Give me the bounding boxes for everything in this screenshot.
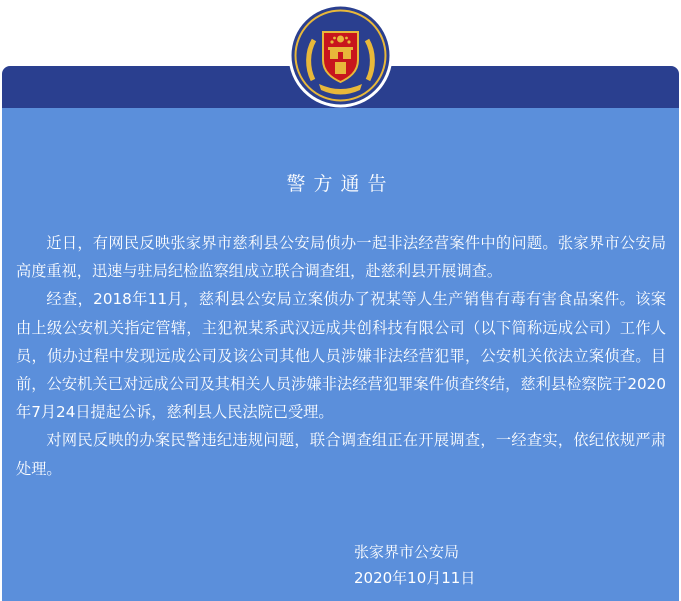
- notice-body: [16, 229, 666, 483]
- notice-paragraph: 经查，2018年11月，慈利县公安局立案侦办了祝某等人生产销售有毒有害食品案件。该案由上级公安机关指定管辖，主犯祝某系武汉远成共创科技有限公司（以下简称远成公司）工作人员，侦办过程中发现远成公司及该公司其他人员涉嫌非法经营犯罪，公安机关依法立案侦查。目前，公安机关已对远成公司及其相关人员涉嫌非法经营犯罪案件侦查终结，慈利县检察院于2020年7月24日提起公诉，慈利县人民法院已受理。: [16, 290, 666, 422]
- signature-organization: 张家界市公安局: [354, 543, 460, 561]
- notice-paragraph: 对网民反映的办案民警违纪违规问题，联合调查组正在开展调查，一经查实，依纪依规严肃处理。: [16, 431, 666, 478]
- police-emblem-icon: [287, 2, 394, 109]
- signature-date: 2020年10月11日: [354, 569, 476, 587]
- notice-paragraph: 近日，有网民反映张家界市慈利县公安局侦办一起非法经营案件中的问题。张家界市公安局高度重视，迅速与驻局纪检监察组成立联合调查组，赴慈利县开展调查。: [16, 234, 666, 281]
- notice-title: 警方通告: [286, 173, 395, 195]
